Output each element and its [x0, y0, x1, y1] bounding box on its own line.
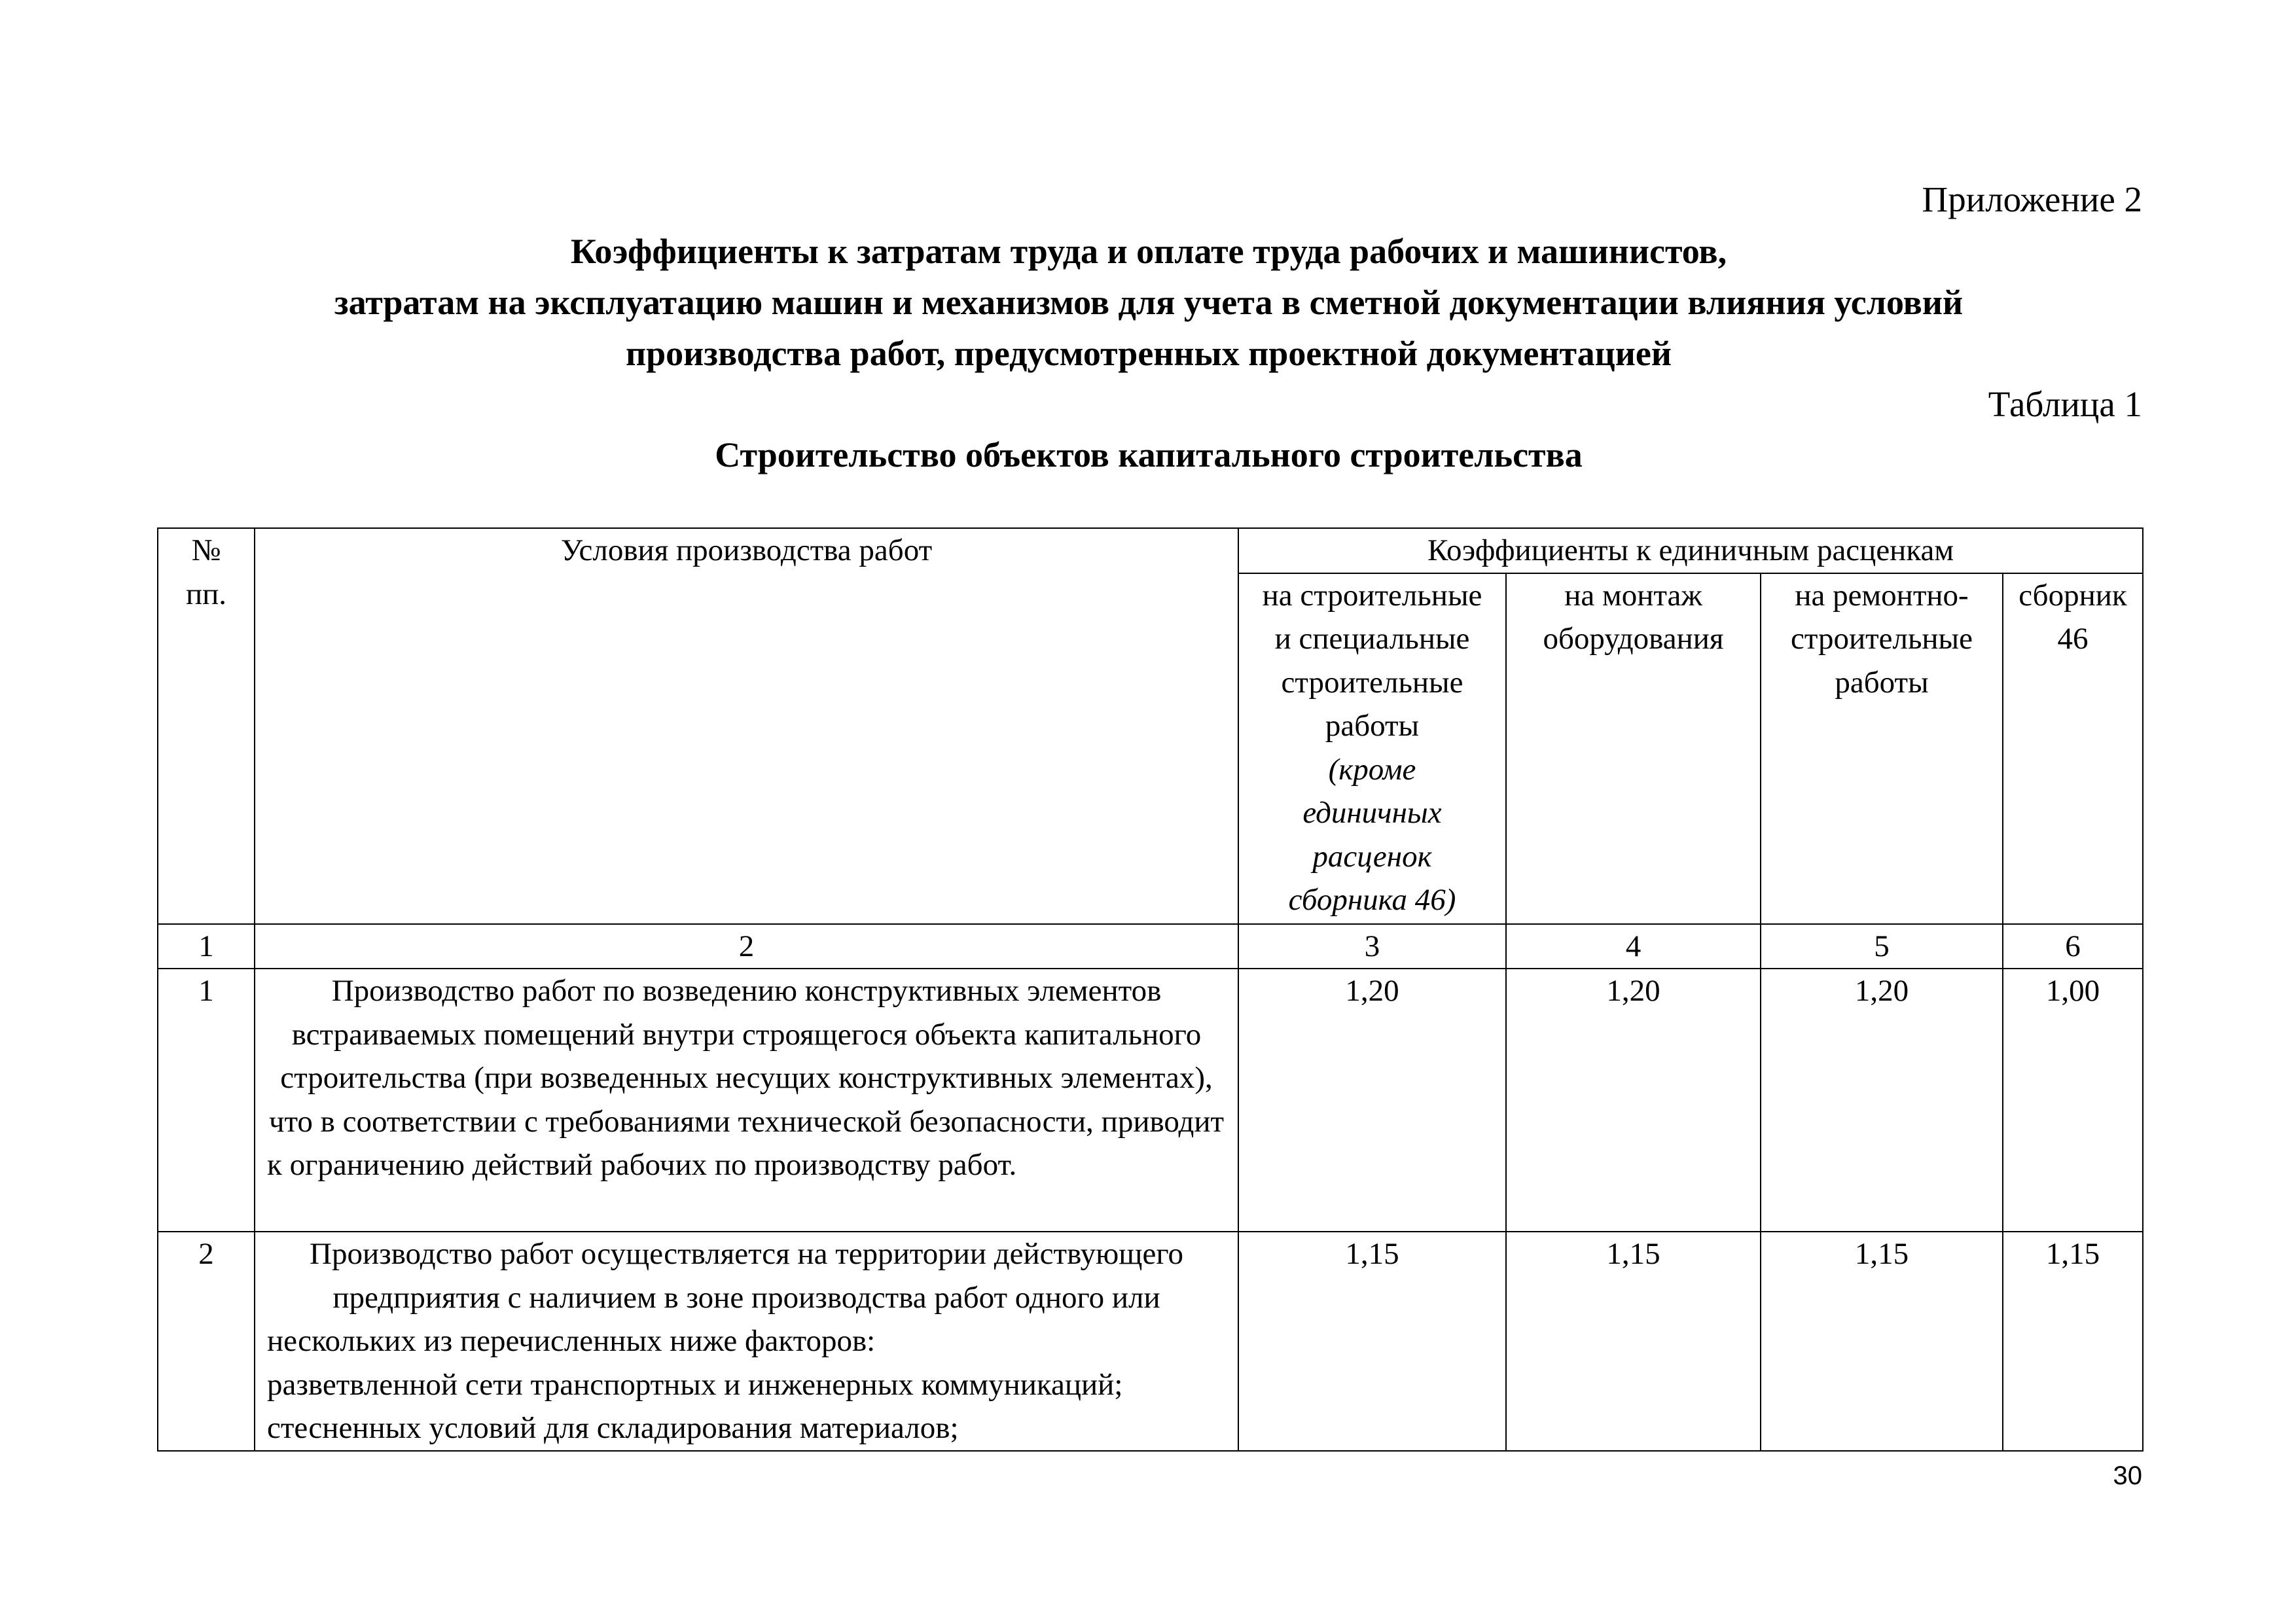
header-col5-cell [1761, 573, 2003, 924]
header-col3-line: строительные [1281, 665, 1463, 700]
header-col3-note: (кроме [1328, 752, 1416, 787]
row-number-cell: 2 [158, 1232, 255, 1451]
header-number-cell [158, 528, 255, 924]
table-row [158, 969, 2143, 1232]
heading-line-2: затратам на эксплуатацию машин и механизмов для учета в сметной документации влияния условий [334, 283, 1964, 322]
header-col6-line: 46 [2057, 622, 2089, 656]
header-col3-note: единичных [1302, 796, 1442, 830]
page-number: 30 [2113, 1461, 2142, 1490]
column-number-cell: 3 [1238, 924, 1506, 969]
header-col6-cell [2003, 573, 2143, 924]
header-col5-line: строительные [1790, 622, 1973, 656]
row-coefficient-cell: 1,20 [1761, 969, 2003, 1232]
row-coefficient-cell: 1,15 [1238, 1232, 1506, 1451]
table-row [158, 1232, 2143, 1451]
row-description-paragraph: стесненных условий для складирования материалов; [267, 1411, 959, 1445]
header-conditions-cell: Условия производства работ [255, 528, 1238, 924]
column-number-cell: 1 [158, 924, 255, 969]
row-description-paragraph: разветвленной сети транспортных и инженерных коммуникаций; [267, 1367, 1123, 1402]
header-col3-line: работы [1325, 709, 1420, 743]
row-description-cell: Производство работ по возведению конструктивных элементов встраиваемых помещений внутри строящегося объекта капитального строительства (при возведенных несущих конструктивных элементах), что в соответствии с требованиями технической безопасности, приводит к ограничению действий рабочих по производству работ. [255, 969, 1238, 1232]
header-col5-line: на ремонтно- [1795, 578, 1969, 613]
heading-line-3: производства работ, предусмотренных проектной документацией [626, 334, 1672, 373]
column-number-cell: 6 [2003, 924, 2143, 969]
row-coefficient-cell: 1,15 [2003, 1232, 2143, 1451]
header-coefficients-cell: Коэффициенты к единичным расценкам [1238, 528, 2143, 573]
coefficients-table [157, 527, 2144, 1452]
header-col4-line: на монтаж [1564, 578, 1702, 613]
row-description-paragraph: Производство работ осуществляется на территории действующего предприятия с наличием в зоне производства работ одного или нескольких из перечисленных ниже факторов: [267, 1237, 1183, 1358]
column-number-cell: 4 [1506, 924, 1761, 969]
row-coefficient-cell: 1,15 [1761, 1232, 2003, 1451]
column-numbers-row [158, 924, 2143, 969]
header-col4-cell [1506, 573, 1761, 924]
header-row-1 [158, 528, 2143, 573]
column-number-cell: 2 [255, 924, 1238, 969]
row-coefficient-cell: 1,20 [1506, 969, 1761, 1232]
header-col5-line: работы [1835, 665, 1929, 700]
header-number-abbrev: пп. [185, 577, 227, 611]
header-col3-note: сборника 46) [1288, 883, 1456, 917]
row-description-cell [255, 1232, 1238, 1451]
table-subtitle: Строительство объектов капитального строительства [715, 435, 1583, 474]
appendix-label: Приложение 2 [1922, 179, 2142, 219]
table-label: Таблица 1 [1988, 384, 2142, 424]
header-col3-line: и специальные [1274, 622, 1470, 656]
row-coefficient-cell: 1,15 [1506, 1232, 1761, 1451]
heading-line-1: Коэффициенты к затратам труда и оплате труда рабочих и машинистов, [570, 232, 1727, 271]
header-col6-line: сборник [2018, 578, 2127, 613]
header-col3-note: расценок [1312, 839, 1432, 874]
document-heading [157, 226, 2140, 379]
header-number-symbol: № [191, 533, 221, 567]
header-col3-line: на строительные [1262, 578, 1482, 613]
row-number-cell: 1 [158, 969, 255, 1232]
row-coefficient-cell: 1,20 [1238, 969, 1506, 1232]
column-number-cell: 5 [1761, 924, 2003, 969]
header-col4-line: оборудования [1543, 622, 1724, 656]
header-col3-cell [1238, 573, 1506, 924]
row-coefficient-cell: 1,00 [2003, 969, 2143, 1232]
